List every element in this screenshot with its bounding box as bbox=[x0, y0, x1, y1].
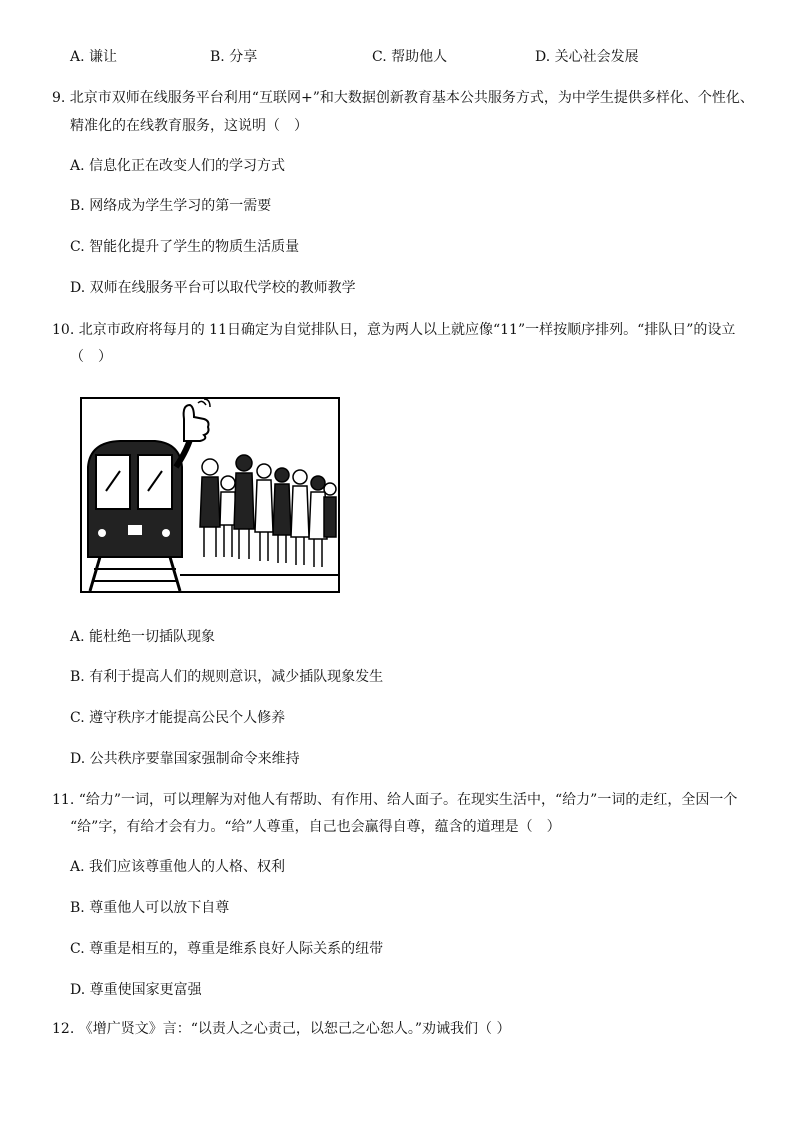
q8-option-c[interactable]: C. 帮助他人 bbox=[372, 49, 448, 65]
q9-stem-line2: 精准化的在线教育服务，这说明（ ） bbox=[70, 118, 308, 134]
q9-option-a[interactable]: A. 信息化正在改变人们的学习方式 bbox=[70, 158, 286, 174]
q12-stem-line1: 12. 《增广贤文》言：“以责人之心责己，以恕己之心恕人。”劝诫我们（ ） bbox=[52, 1021, 511, 1037]
q10-stem-line2: （ ） bbox=[70, 349, 112, 365]
q8-option-b[interactable]: B. 分享 bbox=[210, 49, 258, 65]
q11-option-d[interactable]: D. 尊重使国家更富强 bbox=[70, 982, 202, 998]
q11-stem-line1: 11. “给力”一词，可以理解为对他人有帮助、有作用、给人面子。在现实生活中，“给力”一词的走红，全因一个 bbox=[52, 792, 738, 808]
q11-stem-line2: “给”字，有给才会有力。“给”人尊重，自己也会赢得自尊，蕴含的道理是（ ） bbox=[70, 819, 561, 835]
q11-option-b[interactable]: B. 尊重他人可以放下自尊 bbox=[70, 900, 230, 916]
q9-option-b[interactable]: B. 网络成为学生学习的第一需要 bbox=[70, 198, 272, 214]
q11-option-c[interactable]: C. 尊重是相互的，尊重是维系良好人际关系的纽带 bbox=[70, 941, 384, 957]
q10-option-a[interactable]: A. 能杜绝一切插队现象 bbox=[70, 629, 216, 645]
q11-option-a[interactable]: A. 我们应该尊重他人的人格、权利 bbox=[70, 859, 286, 875]
queue-cartoon-illustration bbox=[80, 397, 340, 593]
q9-option-d[interactable]: D. 双师在线服务平台可以取代学校的教师教学 bbox=[70, 280, 356, 296]
q10-stem-line1: 10. 北京市政府将每月的 11日确定为自觉排队日，意为两人以上就应像“11”一样按顺序排列。“排队日”的设立 bbox=[52, 322, 736, 338]
q8-option-d[interactable]: D. 关心社会发展 bbox=[535, 49, 639, 65]
q10-option-b[interactable]: B. 有利于提高人们的规则意识，减少插队现象发生 bbox=[70, 669, 384, 685]
q9-option-c[interactable]: C. 智能化提升了学生的物质生活质量 bbox=[70, 239, 300, 255]
q8-option-a[interactable]: A. 谦让 bbox=[70, 49, 118, 65]
q9-stem-line1: 9. 北京市双师在线服务平台利用“互联网+”和大数据创新教育基本公共服务方式，为中学生提供多样化、个性化、 bbox=[52, 90, 754, 106]
q10-option-d[interactable]: D. 公共秩序要靠国家强制命令来维持 bbox=[70, 751, 300, 767]
q10-option-c[interactable]: C. 遵守秩序才能提高公民个人修养 bbox=[70, 710, 286, 726]
q8-options bbox=[0, 47, 794, 67]
